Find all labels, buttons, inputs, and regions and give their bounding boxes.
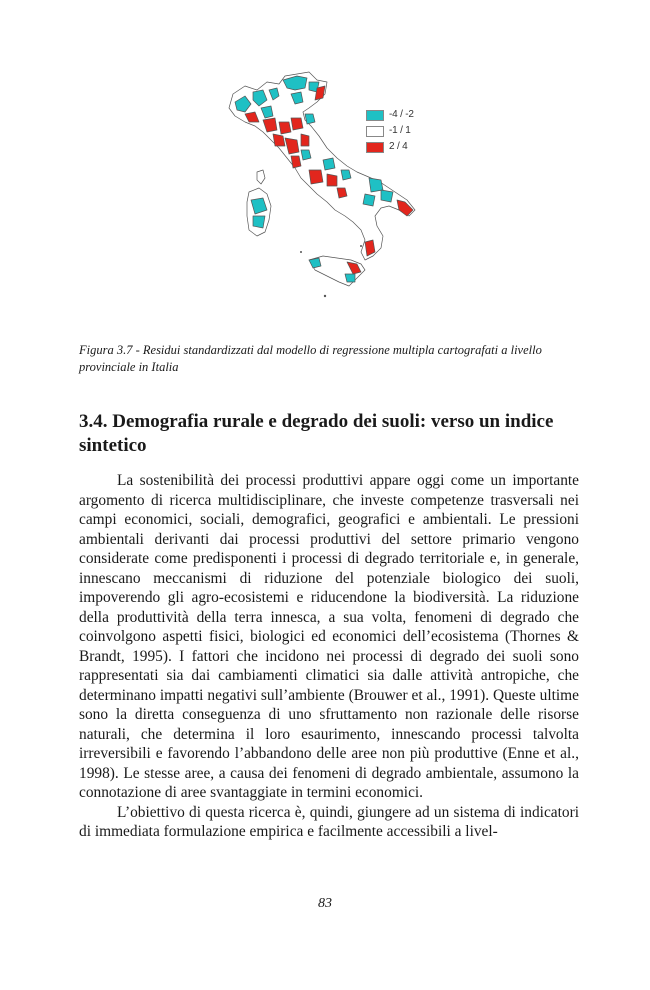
province-neg [301, 150, 311, 160]
legend-label: -1 / 1 [389, 125, 411, 136]
body-text [79, 471, 579, 842]
map-legend [366, 108, 436, 156]
figure-caption: Figura 3.7 - Residui standardizzati dal modello di regressione multipla cartografati a livello provinciale in Italia [79, 343, 542, 374]
legend-label: -4 / -2 [389, 109, 414, 120]
province-pos [327, 174, 337, 186]
legend-label: 2 / 4 [389, 141, 408, 152]
province-pos [309, 170, 323, 184]
province-pos [291, 156, 301, 168]
province-pos [301, 134, 309, 146]
paragraph: L’obiettivo di questa ricerca è, quindi, giungere ad un sistema di indicatori di immediata formulazione empirica e facilmente accessibili a livel- [79, 803, 579, 840]
corsica-fragment [257, 170, 265, 184]
italy-provinces-map [205, 60, 445, 310]
legend-item-negative [366, 108, 436, 124]
province-neg [341, 170, 351, 180]
province-neg [305, 114, 315, 124]
province-neg [363, 194, 375, 206]
province-pos [273, 134, 285, 146]
province-neg [309, 258, 321, 268]
province-neg [253, 216, 265, 228]
province-pos [279, 122, 291, 134]
province-neg [345, 274, 355, 282]
legend-item-positive [366, 140, 436, 156]
province-pos [337, 188, 347, 198]
section-heading: 3.4. Demografia rurale e degrado dei suoli: verso un indice sintetico [79, 411, 554, 456]
legend-swatch-white [366, 126, 384, 137]
page-number: 83 [318, 896, 332, 911]
province-neg [381, 190, 393, 202]
province-pos [291, 118, 303, 130]
legend-item-neutral [366, 124, 436, 140]
legend-swatch-cyan [366, 110, 384, 121]
province-neg [323, 158, 335, 170]
paragraph: La sostenibilità dei processi produttivi appare oggi come un importante argomento di ricerca multidisciplinare, che investe competenze trasversali nei campi economici, sociali, demografici, geografici e ambientali. Le pressioni ambientali derivanti dai processi produttivi del settore primario vengono considerate come predisponenti i processi di degrado territoriale e, in generale, innescano meccanismi di riduzione del potenziale biologico dei suoli, impoverendo gli agro-ecosistemi e riducendone la biodiversità. La riduzione della produttività della terra innesca, a sua volta, fenomeni di degrado che coinvolgono aspetti fisici, biologici ed economici dell’ecosistema (Thornes & Brandt, 1995). I fattori che incidono nei processi di degrado dei suoli sono rappresentati sia dai cambiamenti climatici sia dalle attività antropiche, che determinano impatti negativi sull’ambiente (Brouwer et al., 1991). Queste ultime sono la diretta conseguenza di uno sfruttamento non razionale delle risorse naturali, che determina il loro esaurimento, innescando processi talvolta irreversibili e favorendo l’abbandono delle aree non più produttive (Enne et al., 1998). Le stesse aree, a causa dei fenomeni di degrado ambientale, assumono la connotazione di aree svantaggiate in termini economici. [79, 472, 579, 801]
legend-swatch-red [366, 142, 384, 153]
